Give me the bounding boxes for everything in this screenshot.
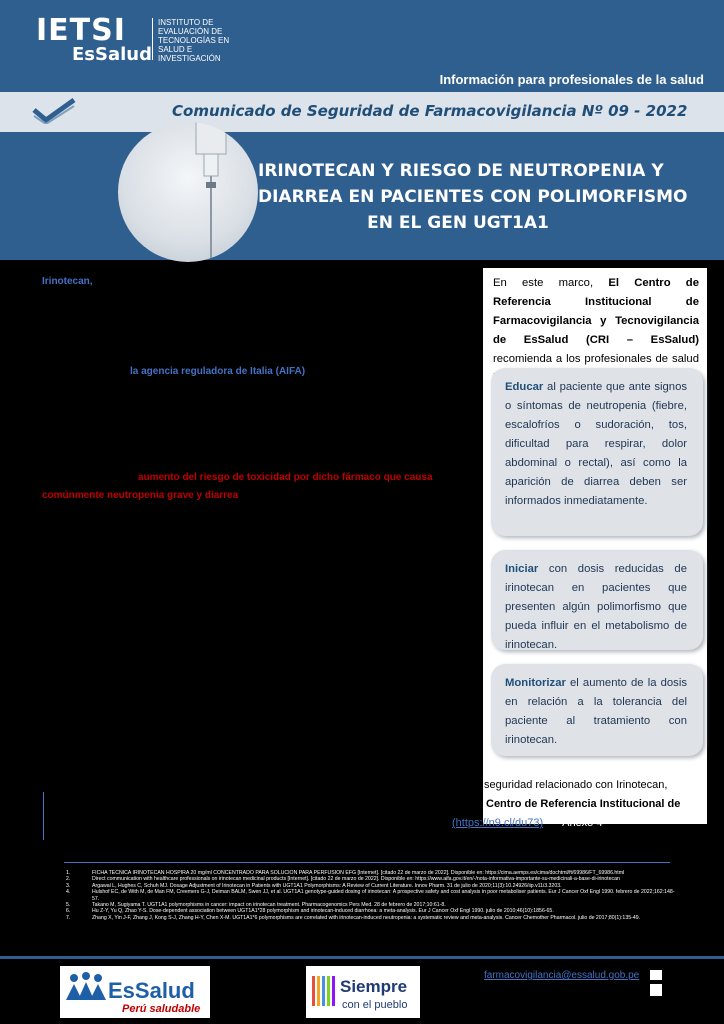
essalud-logo-name: EsSalud: [108, 978, 195, 1003]
reference-link[interactable]: (https://n9.cl/du73): [452, 817, 544, 829]
reference-item: [66, 889, 676, 902]
phone-icon: [650, 984, 662, 996]
hero-title-line: DIARREA EN PACIENTES CON POLIMORFISMO: [258, 187, 688, 207]
recommendation-verb: Monitorizar: [505, 677, 566, 689]
recommendation-box-start: [491, 550, 703, 650]
recommendation-verb: Iniciar: [505, 563, 539, 575]
intro-suffix: recomienda a los profesionales de salud: [493, 353, 699, 365]
mail-icon: [650, 970, 662, 980]
reference-text: Zhang X, Yin J-F, Zhang J, Kong S-J, Zhang H-Y, Chen X-M. UGT1A1*6 polymorphisms are correlated with irinotecan-induced neutropenia: a systematic review and meta-analysis. Cancer Chemother Pharmacol. julio de 2017;80(1):135-49.: [92, 914, 641, 921]
reference-text: FICHA TECNICA IRINOTECAN HOSPIRA 20 mg/ml CONCENTRADO PARA SOLUCION PARA PERFUSION EFG [Internet]. [citado 22 de marzo de 2022]. Disponible en: https://cima.aemps.es/cima/dochtml/ft/69986/FT_69986.html: [92, 870, 625, 876]
toxicity-warning-line-2: comúnmente neutropenia grave y diarrea: [42, 490, 239, 501]
references-list: [66, 870, 676, 921]
reference-item: [66, 915, 676, 921]
siempre-con-el-pueblo-logo: [306, 966, 420, 1018]
references-divider: [64, 862, 670, 863]
essalud-logo-tagline: Perú saludable: [122, 1003, 201, 1015]
recommendation-body: con dosis reducidas de irinotecan en pacientes que presenten algún polimorfismo que pueda influir en el metabolismo de irinotecan.: [505, 563, 687, 651]
reference-number: 4.: [66, 889, 71, 896]
recommendation-text: [505, 560, 687, 655]
reference-number: 2.: [66, 876, 71, 883]
recommendation-verb: Educar: [505, 381, 544, 393]
hero-title: [258, 158, 688, 236]
recommendation-text: [505, 378, 687, 511]
iv-drip-image: [118, 122, 258, 262]
logo-divider: [152, 18, 153, 60]
recommendations-panel: [483, 268, 707, 824]
reference-text: Direct communication with healthcare professionals on irinotecan medicinal products [Internet]. [citado 22 de marzo de 2022]. Disponible en: https://www.aifa.gov.it/en/-/nota-informativa-importante-su-medicinali-a-base-di-irinotecan: [92, 876, 620, 883]
intro-prefix: En este marco,: [493, 277, 609, 289]
quote-bar: [43, 792, 44, 840]
siempre-logo-line2: con el pueblo: [342, 999, 408, 1011]
reference-number: 1.: [66, 870, 71, 876]
reference-number: 5.: [66, 902, 71, 909]
recommendation-box-educate: [491, 368, 703, 536]
annex-label: - Anexo 4: [556, 817, 603, 829]
bulletin-title: Comunicado de Seguridad de Farmacovigilancia Nº 09 - 2022: [172, 102, 688, 120]
header-tagline: Información para profesionales de la salud: [439, 72, 704, 87]
recommendation-box-monitor: [491, 664, 703, 756]
reference-number: 6.: [66, 908, 71, 915]
reference-number: 7.: [66, 914, 71, 921]
safety-text: seguridad relacionado con Irinotecan,: [484, 779, 668, 791]
checkmark-icon: [32, 96, 76, 124]
reference-text: Takano M, Sugiyama T. UGT1A1 polymorphisms in cancer: impact on irinotecan treatment. Pharmacogenomics Pers Med. 28 de febrero de 2017;10:61-8.: [92, 902, 446, 909]
agency-text: la agencia reguladora de Italia (AIFA): [130, 366, 306, 377]
recommendation-body: el aumento de la dosis en relación a la tolerancia del paciente al tratamiento con irinotecan.: [505, 677, 687, 746]
ietsi-logo-text: IETSI: [36, 13, 126, 48]
people-stripes-icon: [306, 966, 420, 1018]
essalud-logo: [60, 966, 210, 1018]
intro-institution: El Centro de Referencia Institucional de Farmacovigilancia y Tecnovigilancia de EsSalud (CRI – EsSalud): [493, 277, 699, 346]
contact-email-link[interactable]: farmacovigilancia@essalud.gob.pe: [484, 970, 640, 981]
recommendation-text: [505, 674, 687, 750]
reference-text: Hulshof EC, de With M, de Man FM, Creemers G-J, Deiman BALM, Swen JJ, et al. UGT1A1 genotype-guided dosing of irinotecan: A prospective safety and cost analysis in poor metaboliser patients. Eur J Cancer Oxf Engl 1990. febrero de 2022;162:148-57.: [92, 889, 675, 902]
hero-title-line: IRINOTECAN Y RIESGO DE NEUTROPENIA Y: [258, 161, 664, 181]
hero-title-line: EN EL GEN UGT1A1: [367, 213, 549, 233]
family-icon: [60, 966, 210, 1018]
essalud-logo-text: EsSalud: [72, 44, 152, 65]
toxicity-warning-line-1: aumento del riesgo de toxicidad por dicho fármaco que causa: [138, 472, 433, 483]
drug-name-text: Irinotecan,: [42, 276, 93, 287]
cri-text: Centro de Referencia Institucional de: [486, 798, 681, 810]
siempre-logo-line1: Siempre: [340, 977, 408, 996]
institute-name: INSTITUTO DE EVALUACIÓN DE TECNOLOGÍAS EN SALUD E INVESTIGACIÓN: [158, 18, 230, 63]
reference-text: Hu Z-Y, Yu Q, Zhao Y-S. Dose-dependent association between UGT1A1*28 polymorphism and irinotecan-induced diarrhoea: a meta-analysis. Eur J Cancer Oxf Engl 1990. julio de 2010;46(10):1856-65.: [92, 908, 554, 915]
reference-text: Argawal L, Hughes C, Schuh MJ. Dosage Adjustment of Irinotecan in Patients with UGT1A1 Polymorphisms: A Review of Current Literature. Innov Pharm. 31 de julio de 2020;11(3):10.24926/iip.v11i3.3203.: [92, 882, 562, 889]
iv-bag-icon: [118, 122, 258, 262]
recommendation-body: al paciente que ante signos o síntomas de neutropenia (fiebre, escalofríos o sudoración, tos, dificultad para respirar, dolor abdominal o rectal), así como la aparición de diarrea deben ser informados inmediatamente.: [505, 381, 687, 507]
reference-number: 3.: [66, 882, 71, 889]
